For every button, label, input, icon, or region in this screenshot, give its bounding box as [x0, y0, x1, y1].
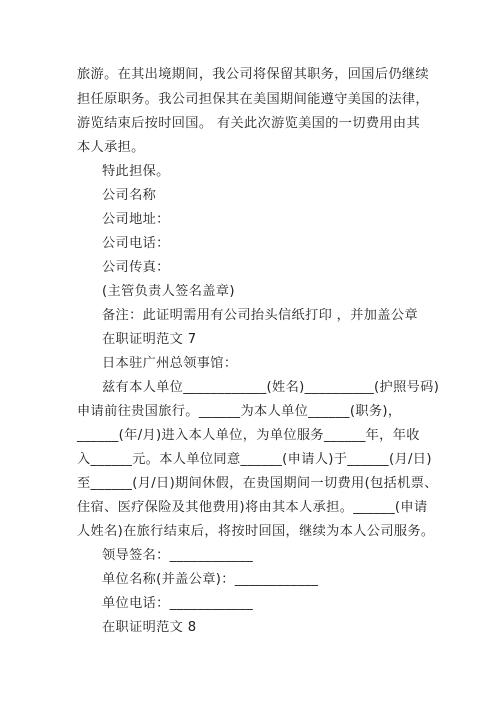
body-line-3: 游览结束后按时回国。 有关此次游览美国的一切费用由其	[77, 116, 420, 131]
body-line-15: 申请前往贵国旅行。______为本人单位______(职务)，	[77, 404, 402, 419]
addressee: 日本驻广州总领事馆：	[102, 356, 238, 371]
body-line-18: 至______(月/日)期间休假，在贵国期间一切费用(包括机票、	[77, 476, 438, 491]
body-line-19: 住宿、医疗保险及其他费用)将由其本人承担。______(申请	[77, 500, 428, 515]
body-line-16: ______(年/月)进入本人单位，为单位服务______年，年收	[77, 428, 420, 443]
body-line-1: 旅游。在其出境期间，我公司将保留其职务，回国后仍继续	[77, 67, 429, 82]
body-line-17: 入______元。本人单位同意______(申请人)于______(月/日)	[77, 452, 432, 467]
body-line-4: 本人承担。	[77, 140, 145, 155]
company-phone-field: 公司电话：	[102, 236, 170, 251]
leader-signature-field: 领导签名：____________	[102, 548, 254, 563]
unit-phone-field: 单位电话：____________	[102, 596, 254, 611]
body-line-20: 人姓名)在旅行结束后，将按时回国，继续为本人公司服务。	[77, 524, 435, 539]
section-heading-7: 在职证明范文 7	[102, 332, 197, 347]
supervisor-signature-note: (主管负责人签名盖章)	[102, 284, 235, 299]
section-heading-8: 在职证明范文 8	[102, 620, 197, 635]
body-line-2: 担任原职务。我公司担保其在美国期间能遵守美国的法律，	[77, 92, 429, 107]
guarantee-statement: 特此担保。	[102, 164, 170, 179]
company-address-field: 公司地址：	[102, 212, 170, 227]
unit-name-field: 单位名称(并盖公章)：____________	[102, 572, 319, 587]
body-line-14: 兹有本人单位____________(姓名)__________(护照号码)	[102, 380, 440, 395]
company-name-field: 公司名称	[102, 188, 157, 203]
remark-note: 备注：此证明需用有公司抬头信纸打印 ，并加盖公章	[102, 308, 418, 323]
company-fax-field: 公司传真：	[102, 260, 170, 275]
